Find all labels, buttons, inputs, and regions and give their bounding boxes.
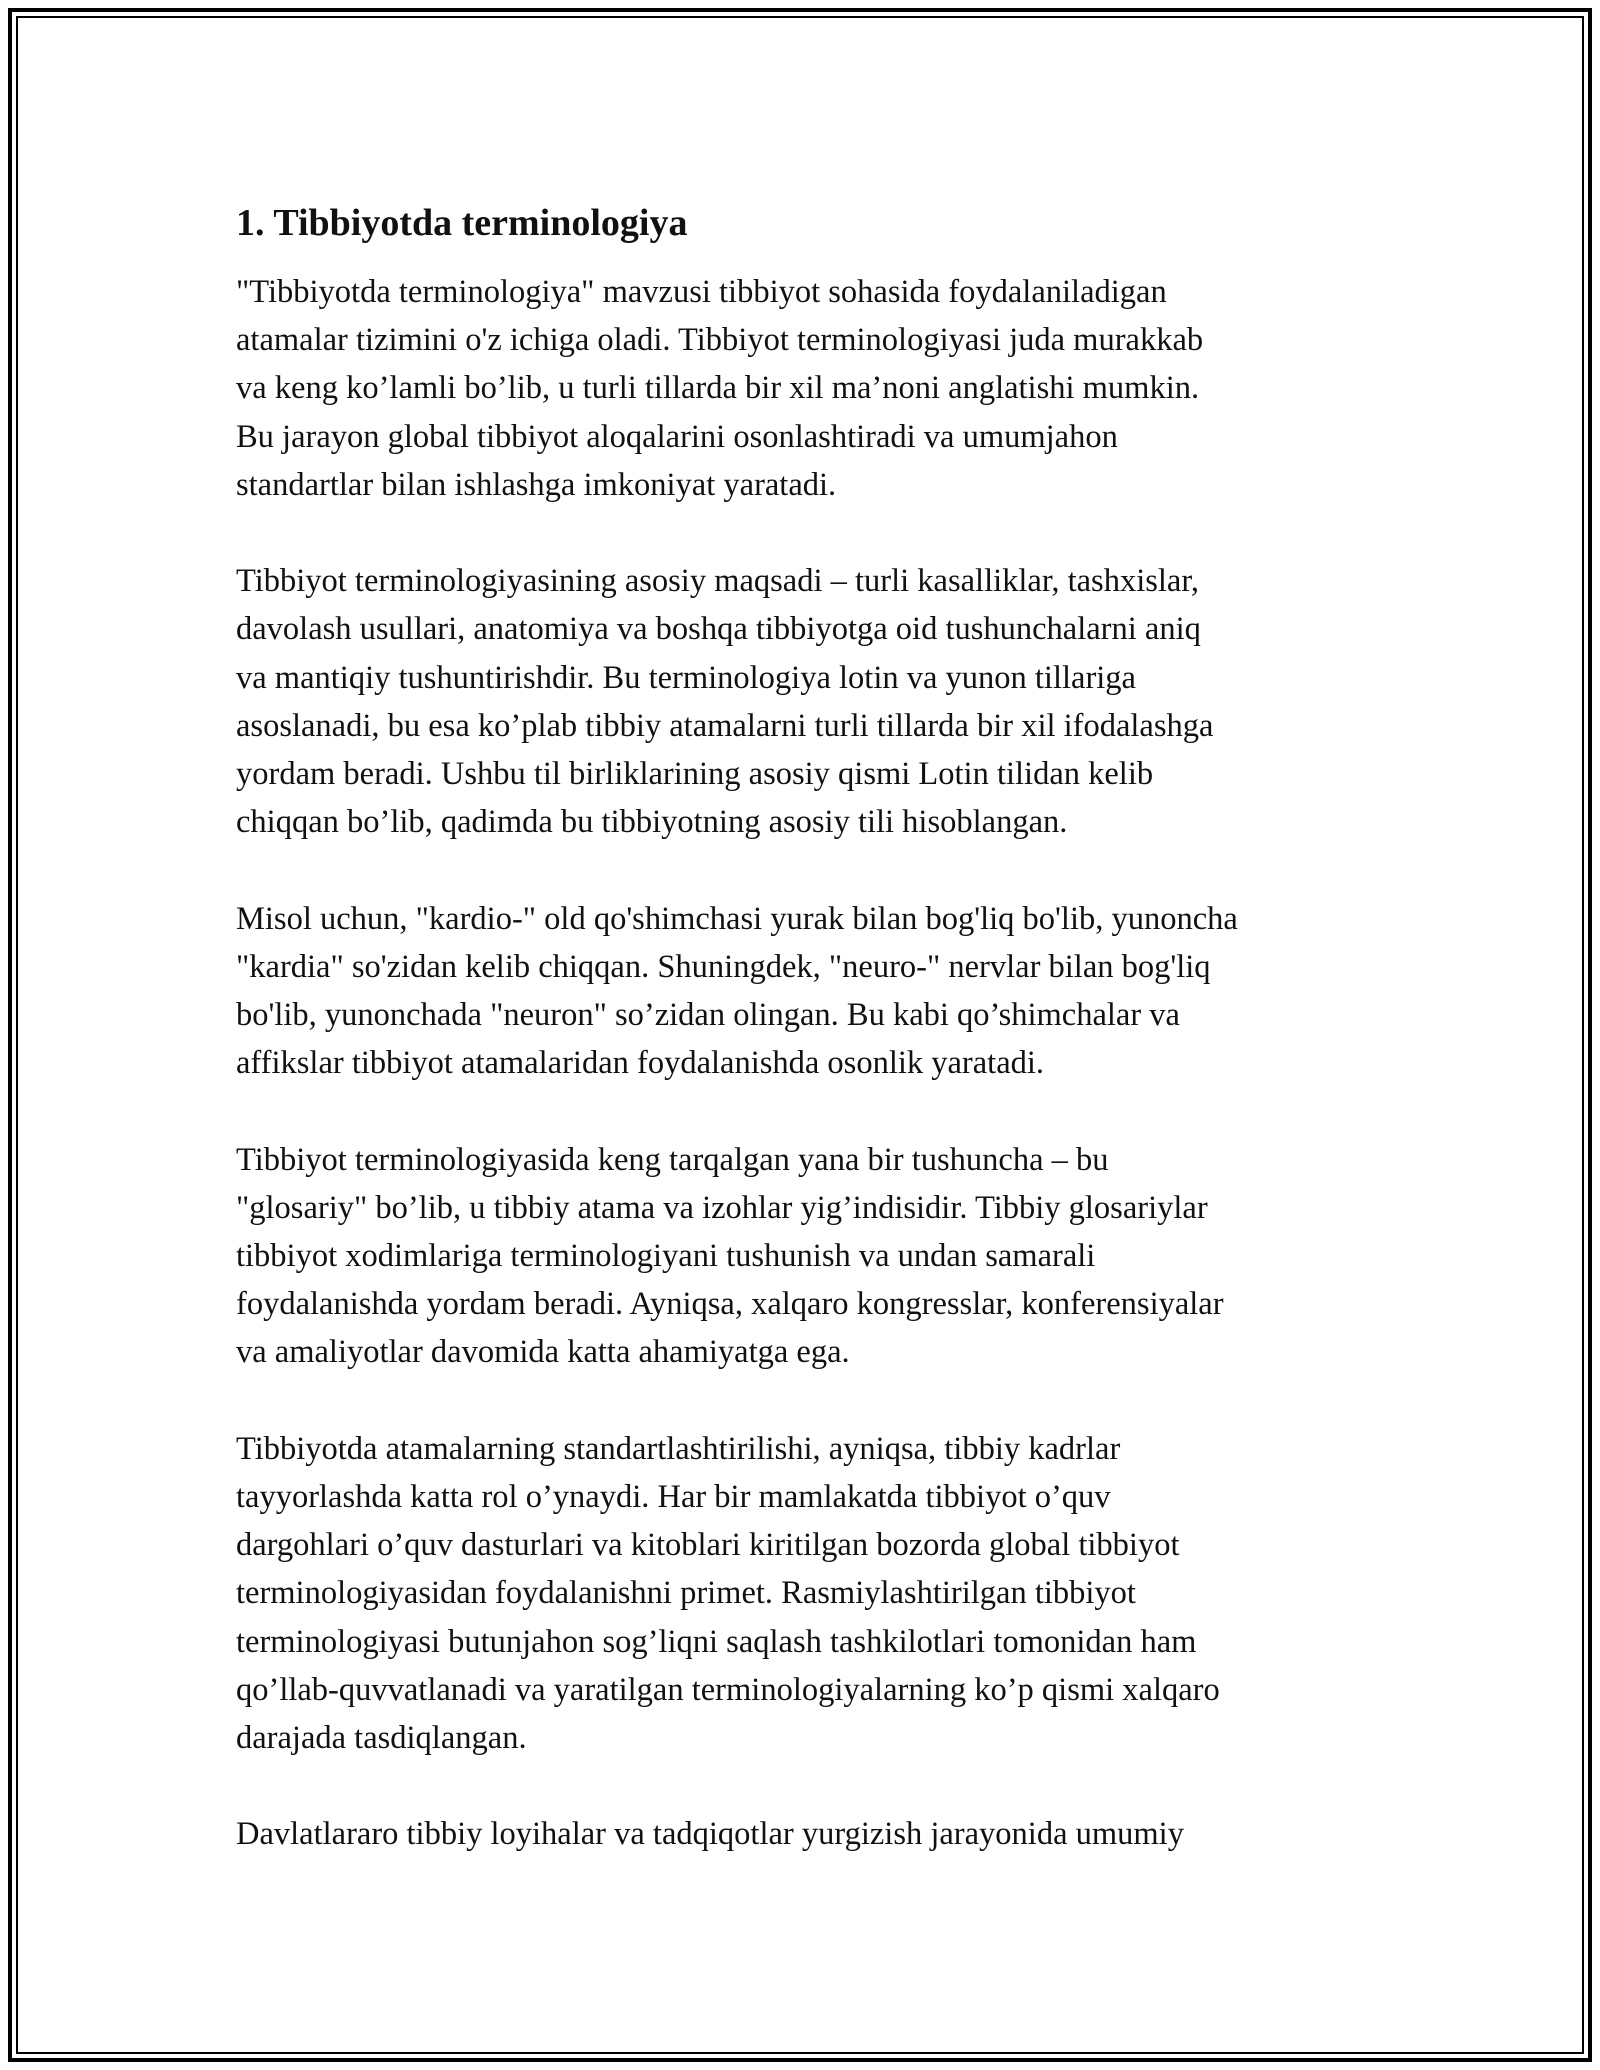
paragraph-line: va mantiqiy tushuntirishdir. Bu terminologiya lotin va yunon tillariga [236, 659, 1136, 696]
paragraph-line: yordam beradi. Ushbu til birliklarining asosiy qismi Lotin tilidan kelib [236, 756, 1154, 793]
paragraph-line: terminologiyasi butunjahon sog’liqni saqlash tashkilotlari tomonidan ham [236, 1623, 1197, 1660]
paragraph-line: Tibbiyot terminologiyasida keng tarqalgan yana bir tushuncha – bu [236, 1141, 1109, 1178]
paragraph-line: "Tibbiyotda terminologiya" mavzusi tibbiyot sohasida foydalaniladigan [236, 274, 1167, 310]
paragraph-line: terminologiyasidan foydalanishni primet. Rasmiylashtirilgan tibbiyot [236, 1575, 1136, 1612]
paragraph-line: standartlar bilan ishlashga imkoniyat yaratadi. [236, 466, 837, 503]
paragraph-line: chiqqan bo’lib, qadimda bu tibbiyotning asosiy tili hisoblangan. [236, 804, 1068, 841]
paragraph-line: va keng ko’lamli bo’lib, u turli tillarda bir xil ma’noni anglatishi mumkin. [236, 370, 1200, 407]
paragraph-6 [236, 1810, 1416, 1858]
paragraph-5 [236, 1425, 1416, 1762]
paragraph-line: "kardia" so'zidan kelib chiqqan. Shuningdek, "neuro-" nervlar bilan bog'liq [236, 948, 1211, 985]
paragraph-line: Tibbiyotda atamalarning standartlashtirilishi, ayniqsa, tibbiy kadrlar [236, 1430, 1121, 1467]
paragraph-line: tibbiyot xodimlariga terminologiyani tushunish va undan samarali [236, 1238, 1096, 1275]
paragraph-line: "glosariy" bo’lib, u tibbiy atama va izohlar yig’indisidir. Tibbiy glosariylar [236, 1189, 1208, 1226]
paragraph-line: darajada tasdiqlangan. [236, 1720, 527, 1757]
paragraph-line: atamalar tizimini o'z ichiga oladi. Tibbiyot terminologiyasi juda murakkab [236, 322, 1204, 359]
paragraph-line: va amaliyotlar davomida katta ahamiyatga ega. [236, 1334, 850, 1371]
document-content [236, 198, 1416, 1907]
paragraph-line: davolash usullari, anatomiya va boshqa tibbiyotga oid tushunchalarni aniq [236, 611, 1201, 648]
paragraph-line: Misol uchun, "kardio-" old qo'shimchasi yurak bilan bog'liq bo'lib, yunoncha [236, 900, 1238, 937]
page-frame-inner-border [16, 16, 1584, 2054]
paragraph-line: tayyorlashda katta rol o’ynaydi. Har bir mamlakatda tibbiyot o’quv [236, 1479, 1111, 1516]
paragraph-2 [236, 557, 1416, 846]
paragraph-line: dargohlari o’quv dasturlari va kitoblari kiritilgan bozorda global tibbiyot [236, 1527, 1180, 1564]
paragraph-line: Bu jarayon global tibbiyot aloqalarini osonlashtiradi va umumjahon [236, 418, 1118, 455]
paragraph-3 [236, 895, 1416, 1088]
paragraph-line: Davlatlararo tibbiy loyihalar va tadqiqotlar yurgizish jarayonida umumiy [236, 1816, 1184, 1853]
paragraph-4 [236, 1136, 1416, 1377]
paragraph-line: foydalanishda yordam beradi. Ayniqsa, xalqaro kongresslar, konferensiyalar [236, 1286, 1224, 1323]
page-frame [8, 8, 1592, 2062]
paragraph-line: asoslanadi, bu esa ko’plab tibbiy atamalarni turli tillarda bir xil ifodalashga [236, 707, 1214, 744]
paragraph-line: Tibbiyot terminologiyasining asosiy maqsadi – turli kasalliklar, tashxislar, [236, 563, 1199, 600]
paragraph-1 [236, 268, 1416, 509]
paragraph-line: affikslar tibbiyot atamalaridan foydalanishda osonlik yaratadi. [236, 1045, 1045, 1082]
paragraph-line: qo’llab-quvvatlanadi va yaratilgan terminologiyalarning ko’p qismi xalqaro [236, 1671, 1220, 1708]
paragraph-line: bo'lib, yunonchada "neuron" so’zidan olingan. Bu kabi qo’shimchalar va [236, 997, 1180, 1034]
section-title: 1. Tibbiyotda terminologiya [236, 202, 688, 244]
